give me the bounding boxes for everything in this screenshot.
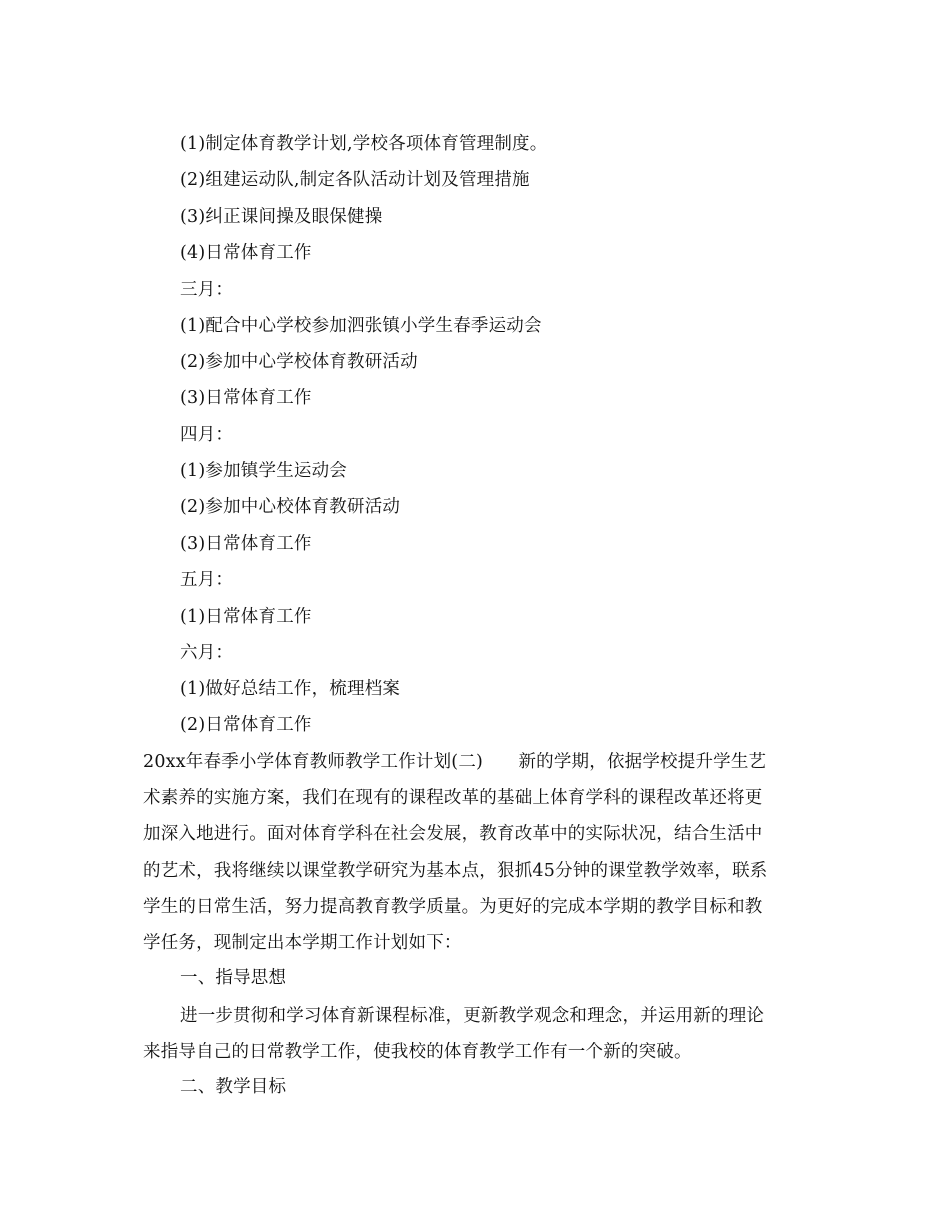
month-heading-april: 四月： — [180, 425, 234, 445]
paragraph-line: 学生的日常生活，努力提高教育教学质量。为更好的完成本学期的教学目标和教 — [143, 896, 763, 917]
paragraph-line: 来指导自己的日常教学工作，使我校的体育教学工作有一个新的突破。 — [143, 1042, 692, 1063]
paragraph-line: 术素养的实施方案，我们在现有的课程改革的基础上体育学科的课程改革还将更 — [143, 788, 763, 809]
list-item: (1)日常体育工作 — [180, 607, 312, 627]
list-item: (1)配合中心学校参加泗张镇小学生春季运动会 — [180, 316, 542, 336]
paragraph-line: 加深入地进行。面对体育学科在社会发展，教育改革中的实际状况，结合生活中 — [143, 824, 763, 845]
paragraph-line: 20xx年春季小学体育教师教学工作计划(二) 新的学期，依据学校提升学生艺 — [143, 752, 767, 772]
list-item: (2)组建运动队,制定各队活动计划及管理措施 — [180, 170, 530, 190]
list-item: (2)日常体育工作 — [180, 715, 312, 735]
list-item: (3)日常体育工作 — [180, 388, 312, 408]
section-heading-guiding-thought: 一、指导思想 — [180, 968, 287, 988]
guiding-thought-paragraph — [143, 998, 808, 1070]
paragraph-line: 进一步贯彻和学习体育新课程标准，更新教学观念和理念，并运用新的理论 — [180, 1006, 765, 1026]
list-item: (3)纠正课间操及眼保健操 — [180, 207, 383, 227]
list-item: (4)日常体育工作 — [180, 243, 312, 263]
list-item: (2)参加中心学校体育教研活动 — [180, 352, 418, 372]
list-item: (1)参加镇学生运动会 — [180, 461, 347, 481]
month-heading-march: 三月： — [180, 280, 234, 300]
month-heading-june: 六月： — [180, 643, 234, 663]
list-item: (1)做好总结工作，梳理档案 — [180, 679, 401, 699]
paragraph-line: 学任务，现制定出本学期工作计划如下： — [143, 933, 462, 954]
list-item: (2)参加中心校体育教研活动 — [180, 497, 401, 517]
paragraph-line: 的艺术，我将继续以课堂教学研究为基本点，狠抓45分钟的课堂教学效率，联系 — [143, 860, 768, 881]
plan-two-paragraph — [143, 744, 808, 961]
section-heading-teaching-goals: 二、教学目标 — [180, 1077, 287, 1097]
list-item: (3)日常体育工作 — [180, 534, 312, 554]
month-heading-may: 五月： — [180, 570, 234, 590]
list-item: (1)制定体育教学计划,学校各项体育管理制度。 — [180, 134, 548, 154]
